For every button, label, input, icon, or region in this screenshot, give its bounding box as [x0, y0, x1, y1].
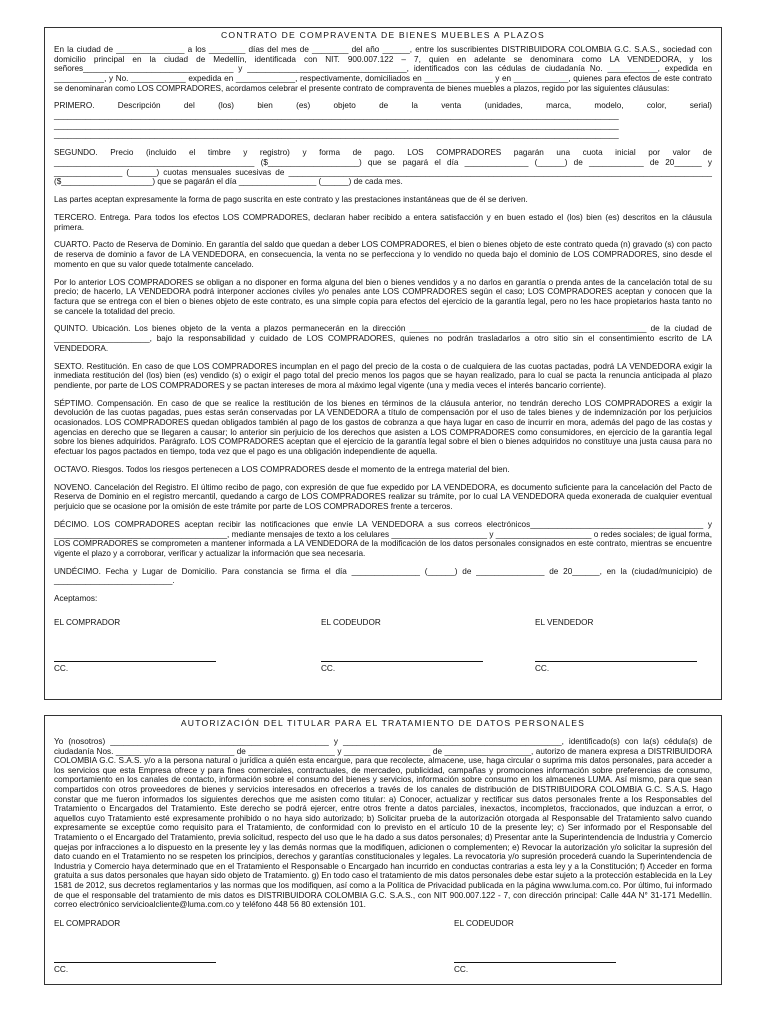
authorization-signature-row — [54, 919, 712, 979]
auth-signature-comprador-cc: CC. — [54, 964, 69, 974]
clause-tercero: TERCERO. Entrega. Para todos los efectos LOS COMPRADORES, declaran haber recibido a entera satisfacción y en buen estado el (los) bien (es) descritos en la cláusula primera. — [54, 212, 712, 232]
clause-partes: Las partes aceptan expresamente la forma de pago suscrita en este contrato y las prestaciones instantáneas que de él se deriven. — [54, 195, 528, 205]
contract-section — [44, 27, 722, 700]
contract-title: CONTRATO DE COMPRAVENTA DE BIENES MUEBLES A PLAZOS — [221, 30, 545, 40]
contract-intro: En la ciudad de _______________ a los ________ días del mes de ________ del año ______, entre los suscribientes DISTRIBUIDORA COLOMBIA G.C. S.A.S., sociedad con domicilio principal en la ciudad de Medellín, identificada con NIT. 900.007.122 – 7, quien en adelante se denominara como LA VENDEDORA, y los señores_________________________________ y ___________________________________, identificados con las cédulas de ciudadanía No. ___________, expedida en ___________, y No. ____________ expedida en _____________, respectivamente, domiciliados en _______________ y en ____________, quienes para efectos de este contrato se denominaran como LOS COMPRADORES, acordamos celebrar el presente contrato de compraventa de bienes muebles a plazos, regido por las siguientes cláusulas: — [54, 45, 712, 93]
clause-undecimo: UNDÉCIMO. Fecha y Lugar de Domicilio. Para constancia se firma el día _______________ (______) de _______________ de 20______, en la (ciudad/municipio) de __________________________. — [54, 566, 712, 586]
authorization-title: AUTORIZACIÓN DEL TITULAR PARA EL TRATAMIENTO DE DATOS PERSONALES — [180, 718, 586, 728]
signature-vendedor-line — [535, 661, 697, 662]
signature-codeudor-line — [321, 661, 483, 662]
authorization-body — [45, 737, 721, 979]
signature-comprador-cc: CC. — [54, 663, 69, 673]
signature-vendedor-label: EL VENDEDOR — [535, 617, 594, 627]
auth-signature-codeudor-cc: CC. — [454, 964, 469, 974]
clause-septimo: SÉPTIMO. Compensación. En caso de que se realice la restitución de los bienes en términos de la cláusula anterior, no tendrán derecho LOS COMPRADORES a exigir la devolución de las cuotas pagadas, pues estas serán conservadas por LA VENDEDORA a título de compensación por el uso de tales bienes y de indemnización por los perjuicios ocasionados. LOS COMPRADORES quedan obligados también al pago de los gastos de cobranza a que haya lugar en caso de incurrir en mora, además del pago de las costas y agencias en derecho que se llegaren a causar; lo anterior sin perjuicio de los derechos que asisten a LOS COMPRADORES como consumidores, en ejercicio de la garantía legal sobre los bienes adquiridos. Parágrafo. LOS COMPRADORES aceptan que el ejercicio de la garantía legal sobre el bien o bienes adquiridos no constituye una justa causa para no efectuar los pagos pactados en tiempo, toda vez que el pago es una obligación independiente de aquella. — [54, 398, 712, 456]
signature-codeudor-cc: CC. — [321, 663, 336, 673]
clause-quinto: QUINTO. Ubicación. Los bienes objeto de la venta a plazos permanecerán en la dirección ____________________________________________________ de la ciudad de _____________________, bajo la responsabilidad y cuidado de LOS COMPRADORES, quienes no podrán trasladarlos a otro sitio sin el consentimiento escrito de LA VENDEDORA. — [54, 324, 712, 353]
clause-cuarto: CUARTO. Pacto de Reserva de Dominio. En garantía del saldo que quedan a deber LOS COMPRADORES, el bien o bienes objeto de este contrato queda (n) gravado (s) con pacto de reserva de dominio a favor de LA VENDEDORA, en consecuencia, la venta no se perfecciona y lo vendido no queda bajo el dominio de LOS COMPRADORES, sino desde el momento en que su valor quede totalmente cancelado. — [54, 240, 712, 269]
clause-sexto: SEXTO. Restitución. En caso de que LOS COMPRADORES incumplan en el pago del precio de la costa o de cualquiera de las cuotas pactadas, podrá LA VENDEDORA exigir la inmediata restitución del (los) bien (es) vendido (s) o exigir el pago total del precio menos los pagos que se hayan realizado, para lo cual se pacta la renuncia anticipada al plazo pendiente, por parte de LOS COMPRADORES y se pactan intereses de mora al máximo legal vigente (una y media veces el interés bancario corriente). — [54, 361, 712, 390]
clause-noveno: NOVENO. Cancelación del Registro. El último recibo de pago, con expresión de que fue expedido por LA VENDEDORA, es documento suficiente para la cancelación del Pacto de Reserva de Dominio en el registro mercantil, quedando a cargo de LOS COMPRADORES realizar su trámite, por lo cual LA VENDEDORA queda exonerada de cualquier eventual perjuicio que se ocasione por la omisión de este trámite por parte de LOS COMPRADORES frente a terceros. — [54, 482, 712, 511]
clause-decimo: DÉCIMO. LOS COMPRADORES aceptan recibir las notificaciones que envíe LA VENDEDORA a sus correos electrónicos______________________________________ y ______________________________________, mediante mensajes de texto a los celulares _____________________ y _____________________ o redes sociales; de igual forma, LOS COMPRADORES se comprometen a mantener informada a LA VENDEDORA de la modificación de los datos personales consignados en este contrato, mientras se encuentre vigente el plazo y a corroborar, verificar y actualizar la información que sea necesaria. — [54, 519, 712, 558]
aceptamos-label: Aceptamos: — [54, 594, 98, 604]
signature-codeudor-label: EL CODEUDOR — [321, 617, 381, 627]
auth-signature-comprador-line — [54, 962, 216, 963]
clause-primero: PRIMERO. Descripción del (los) bien (es) objeto de la venta (unidades, marca, modelo, color, serial) ____________________________________________________________________________________________________________________________ ____________________________________________________________________________________________________________________________ ____________________________________________________________________________________________________________________________ — [54, 101, 712, 140]
auth-signature-comprador-label: EL COMPRADOR — [54, 918, 121, 928]
data-authorization-section — [44, 715, 722, 985]
signature-comprador-label: EL COMPRADOR — [54, 617, 121, 627]
auth-signature-codeudor-label: EL CODEUDOR — [454, 918, 514, 928]
signature-comprador-line — [54, 661, 216, 662]
authorization-text: Yo (nosotros) ________________________________________________ y ________________________________________________, identificado(s) con la(s) cédula(s) de ciudadanía Nos. __________________________ de ___________________ y ___________________ de ___________________, autorizo de manera expresa a DISTRIBUIDORA COLOMBIA G.C. S.A.S. y/o a la persona natural o jurídica a quién esta encargue, para que recolecte, almacene, use, haga circular o suprima mis datos personales, para acceder a los servicios que esta Empresa ofrece y para fines comerciales, contractuales, de mercadeo, publicidad, campañas y promociones información sobre preferencias de consumo, comportamiento en los canales de contacto, información sobre el consumo del bienes y servicios, información sobre consumo en los almacenes LUMA. Así mismo, para que sean compartidos con otros proveedores de bienes y servicios interesados en ofrecerlos a través de los canales de distribución de DISTRIBUIDORA COLOMBIA G.C. S.A.S. Hago constar que me fueron informados los siguientes derechos que me asisten como titular: a) Conocer, actualizar y rectificar sus datos personales frente a los Responsables del Tratamiento o Encargados del Tratamiento. Este derecho se podrá ejercer, entre otros frente a datos parciales, inexactos, incompletos, fraccionados, que induzcan a error, o aquellos cuyo Tratamiento esté expresamente prohibido o no haya sido autorizado; b) Solicitar prueba de la autorización otorgada al Responsable del Tratamiento salvo cuando expresamente se exceptúe como requisito para el Tratamiento, de conformidad con lo previsto en el artículo 10 de la presente ley; c) Ser informado por el Responsable del Tratamiento o el Encargado del Tratamiento, previa solicitud, respecto del uso que le ha dado a sus datos personales; d) Presentar ante la Superintendencia de Industria y Comercio quejas por infracciones a lo dispuesto en la presente ley y las demás normas que la modifiquen, adicionen o complementen; e) Revocar la autorización y/o solicitar la supresión del dato cuando en el Tratamiento no se respeten los principios, derechos y garantías constitucionales y legales. La revocatoria y/o supresión procederá cuando la Superintendencia de Industria y Comercio haya determinado que en el Tratamiento el Responsable o Encargado han incurrido en conductas contrarias a esta ley y a la Constitución; f) Acceder en forma gratuita a sus datos personales que hayan sido objeto de Tratamiento. g) En todo caso el tratamiento de mis datos personales debe estar sujeto a la protección establecida en la Ley 1581 de 2012, sus decretos reglamentarios y las normas que los modifiquen, así como a la Política de Privacidad publicada en la página www.luma.com.co. Por último, fui informado de que el responsable del tratamiento de mis datos es DISTRIBUIDORA COLOMBIA G.C. S.A.S., con NIT 900.007.122 - 7, con dirección principal: Calle 44A N° 31-171 Medellín. correo electrónico servicioalcliente@luma.com.co y teléfono 448 56 80 extensión 101. — [54, 737, 712, 910]
clause-segundo: SEGUNDO. Precio (incluido el timbre y registro) y forma de pago. LOS COMPRADORES pagarán una cuota inicial por valor de ____________________________________________ ($____________________) que se pagará el día ______________ (______) de ____________ de 20______ y _______________ (______) cuotas mensuales sucesivas de _____________________________________________________________________________________________ ($____________________) que se pagarán el día _________________ (______) de cada mes. — [54, 148, 712, 187]
signature-vendedor-cc: CC. — [535, 663, 550, 673]
clause-octavo: OCTAVO. Riesgos. Todos los riesgos pertenecen a LOS COMPRADORES desde el momento de la entrega material del bien. — [54, 464, 510, 474]
contract-signature-row — [54, 618, 712, 678]
auth-signature-codeudor-line — [454, 962, 616, 963]
clause-cuarto-continued: Por lo anterior LOS COMPRADORES se obligan a no disponer en forma alguna del bien o bienes vendidos y a no darlos en garantía o prenda antes de la cancelación total de su precio; de hacerlo, LA VENDEDORA podrá interponer acciones civiles y/o penales ante LOS COMPRADORES según el caso; LOS COMPRADORES aceptan y conocen que la factura que se entrega con el bien o bienes objeto de este contrato, es una simple copia para efectos del ejercicio de la garantía legal, pero no les hace propietarios hasta tanto no se cancele la totalidad del precio. — [54, 277, 712, 316]
contract-body — [45, 45, 721, 678]
